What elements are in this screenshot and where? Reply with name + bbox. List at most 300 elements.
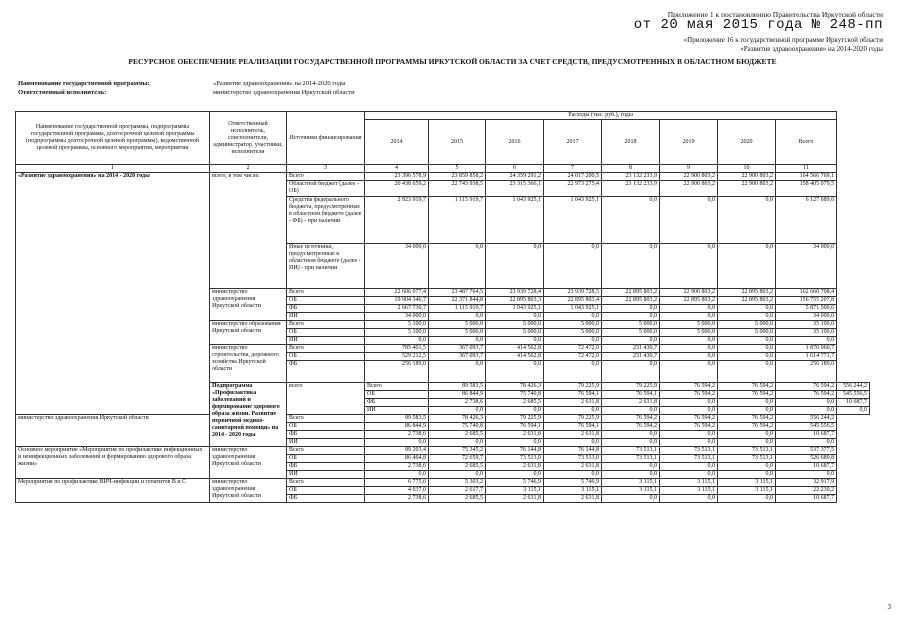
amount-cell: 72 472,0 [544, 345, 602, 353]
item-executor: министерство строительства, дорожного хозяйства Иркутской области [210, 345, 287, 383]
column-number: 4 [365, 165, 429, 173]
funding-source: ФБ [287, 431, 365, 439]
amount-cell: 2 685,5 [486, 399, 544, 407]
item-executor: министерство образования Иркутской области [210, 321, 287, 345]
resource-table [15, 111, 870, 503]
amount-cell: 22 230,2 [776, 487, 837, 495]
amount-cell: 0,0 [544, 471, 602, 479]
funding-source: ФБ [287, 361, 365, 383]
amount-cell: 5 000,0 [718, 321, 776, 329]
amount-cell: 1 614 771,7 [776, 353, 837, 361]
amount-cell: 414 562,8 [486, 345, 544, 353]
amount-cell: 32 917,9 [776, 479, 837, 487]
amount-cell: 0,0 [429, 337, 486, 345]
amount-cell: 76 144,8 [486, 447, 544, 455]
amount-cell: 0,0 [718, 439, 776, 447]
amount-cell: 0,0 [660, 407, 718, 415]
amount-cell: 0,0 [486, 471, 544, 479]
amount-cell: 0,0 [486, 361, 544, 383]
column-number: 5 [429, 165, 486, 173]
amount-cell: 73 513,1 [602, 447, 660, 455]
amount-cell: 0,0 [429, 313, 486, 321]
amount-cell: 164 566 769,1 [776, 173, 837, 181]
funding-source: ОБ [287, 455, 365, 463]
amount-cell: 0,0 [602, 471, 660, 479]
amount-cell: 0,0 [718, 353, 776, 361]
amount-cell: 2 631,8 [486, 463, 544, 471]
amount-cell: 2 685,5 [429, 495, 486, 503]
funding-source: ОБ [287, 297, 365, 305]
amount-cell: 0,0 [429, 471, 486, 479]
amount-cell: 367 093,7 [429, 353, 486, 361]
amount-cell: 22 900 803,2 [718, 181, 776, 197]
amount-cell: 0,0 [660, 337, 718, 345]
amount-cell: 73 513,1 [718, 447, 776, 455]
funding-source: ИИ [287, 337, 365, 345]
amount-cell: 2 738,6 [429, 399, 486, 407]
item-name: Основное мероприятие «Мероприятия по профилактике инфекционных и неинфекционных заболеваний и формированию здорового образа жизни» [16, 447, 210, 479]
amount-cell: 0,0 [602, 197, 660, 244]
header-source: Источники финансирования [287, 112, 365, 165]
amount-cell: 367 093,7 [429, 345, 486, 353]
amount-cell: 0,0 [544, 337, 602, 345]
amount-cell: 0,0 [776, 399, 837, 407]
amount-cell: 256 189,0 [365, 361, 429, 383]
amount-cell: 73 513,1 [602, 455, 660, 463]
amount-cell: 75 345,2 [429, 447, 486, 455]
funding-source: ИИ [365, 407, 429, 415]
amount-cell: 0,0 [544, 244, 602, 289]
table-row [16, 447, 870, 455]
funding-source: Областной бюджет (далее - ОБ) [287, 181, 365, 197]
header-name: Наименование государственной программы, подпрограммы государственной программы, долгосрочной целевой программы (подпрограммы долгосрочной целевой программы), ведомственной целевой программы, основного мероприятия, мероприятия [16, 112, 210, 165]
amount-cell: 0,0 [660, 197, 718, 244]
amount-cell: 231 430,7 [602, 345, 660, 353]
amount-cell: 0,0 [660, 313, 718, 321]
item-executor: министерство здравоохранения Иркутской области [210, 479, 287, 503]
amount-cell: 34 000,0 [776, 313, 837, 321]
amount-cell: 34 000,0 [776, 244, 837, 289]
funding-source: Средства федерального бюджета, предусмотренные в областном бюджете (далее - ФБ) - при наличии [287, 197, 365, 244]
column-number: 7 [544, 165, 602, 173]
amount-cell: 23 132 233,9 [602, 181, 660, 197]
column-number: 1 [16, 165, 210, 173]
amount-cell: 256 189,0 [776, 361, 837, 383]
amount-cell: 1 870 960,7 [776, 345, 837, 353]
funding-source: Всего [287, 289, 365, 297]
program-value: «Развитие здравоохранения» на 2014-2020 годы [213, 80, 346, 87]
appendix-line-3: «Развитие здравоохранения» на 2014-2020 годы [740, 45, 883, 53]
amount-cell: 2 923 919,7 [365, 197, 429, 244]
amount-cell: 35 100,0 [776, 321, 837, 329]
amount-cell: 76 594,2 [718, 383, 776, 391]
amount-cell: 158 405 079,5 [776, 181, 837, 197]
amount-cell: 2 631,8 [602, 399, 660, 407]
amount-cell: 22 900 803,2 [660, 173, 718, 181]
amount-cell: 76 594,2 [660, 415, 718, 423]
amount-cell: 0,0 [660, 345, 718, 353]
funding-source: ОБ [287, 423, 365, 431]
amount-cell: 2 631,8 [544, 399, 602, 407]
amount-cell: 0,0 [602, 313, 660, 321]
year-header: 2018 [602, 120, 660, 165]
amount-cell: 0,0 [602, 337, 660, 345]
amount-cell: 89 583,5 [365, 415, 429, 423]
table-row [16, 415, 870, 423]
amount-cell: 0,0 [365, 471, 429, 479]
program-label: Наименование государственной программы: [18, 80, 150, 87]
amount-cell: 0,0 [718, 305, 776, 313]
amount-cell: 0,0 [602, 439, 660, 447]
amount-cell: 545 556,5 [837, 391, 870, 399]
funding-source: ОБ [365, 391, 429, 399]
amount-cell: 0,0 [718, 471, 776, 479]
amount-cell: 24 017 200,5 [544, 173, 602, 181]
amount-cell: 23 396 578,9 [365, 173, 429, 181]
amount-cell: 0,0 [776, 407, 837, 415]
amount-cell: 1 043 925,1 [544, 197, 602, 244]
funding-source: Всего [287, 173, 365, 181]
executor-value: министерство здравоохранения Иркутской области [213, 89, 355, 96]
amount-cell: 0,0 [718, 345, 776, 353]
amount-cell: 34 000,0 [365, 244, 429, 289]
amount-cell: 3 115,1 [660, 487, 718, 495]
amount-cell: 22 895 803,2 [602, 297, 660, 305]
amount-cell: 76 594,2 [718, 423, 776, 431]
amount-cell: 6 127 689,6 [776, 197, 837, 244]
column-number: 11 [776, 165, 837, 173]
amount-cell: 0,0 [429, 407, 486, 415]
item-executor: всего, в том числе: [210, 173, 287, 289]
amount-cell: 23 487 764,5 [429, 289, 486, 297]
amount-cell: 22 895 803,2 [660, 297, 718, 305]
item-executor: министерство здравоохранения Иркутской области [210, 289, 287, 321]
amount-cell: 76 594,2 [718, 415, 776, 423]
funding-source: Всего [287, 479, 365, 487]
amount-cell: 3 115,1 [486, 487, 544, 495]
amount-cell: 0,0 [660, 353, 718, 361]
amount-cell: 0,0 [602, 361, 660, 383]
amount-cell: 35 100,0 [776, 329, 837, 337]
amount-cell: 0,0 [776, 439, 837, 447]
table-row [16, 173, 870, 181]
amount-cell: 0,0 [776, 337, 837, 345]
funding-source: Иные источники, предусмотренные в областном бюджете (далее - ИИ) - при наличии [287, 244, 365, 289]
amount-cell: 73 513,0 [486, 455, 544, 463]
amount-cell: 23 939 728,4 [486, 289, 544, 297]
amount-cell: 34 000,0 [365, 313, 429, 321]
amount-cell: 0,0 [837, 407, 870, 415]
table-row [16, 479, 870, 487]
column-number: 6 [486, 165, 544, 173]
amount-cell: 5 100,0 [365, 329, 429, 337]
amount-cell: 10 687,7 [776, 463, 837, 471]
amount-cell: 23 859 858,2 [429, 173, 486, 181]
amount-cell: 76 594,2 [660, 383, 718, 391]
amount-cell: 0,0 [660, 439, 718, 447]
year-header: 2019 [660, 120, 718, 165]
amount-cell: 4 037,0 [365, 487, 429, 495]
funding-source: ИИ [287, 471, 365, 479]
amount-cell: 0,0 [486, 439, 544, 447]
amount-cell: 73 513,1 [660, 447, 718, 455]
funding-source: ФБ [287, 463, 365, 471]
funding-source: Всего [287, 345, 365, 353]
amount-cell: 5 000,0 [602, 321, 660, 329]
amount-cell: 10 687,7 [776, 431, 837, 439]
amount-cell: 537 377,5 [776, 447, 837, 455]
amount-cell: 22 900 803,2 [660, 181, 718, 197]
amount-cell: 0,0 [429, 244, 486, 289]
amount-cell: 5 746,9 [544, 479, 602, 487]
amount-cell: 75 740,8 [429, 423, 486, 431]
amount-cell: 3 115,1 [602, 479, 660, 487]
amount-cell: 0,0 [544, 407, 602, 415]
amount-cell: 89 583,5 [429, 383, 486, 391]
amount-cell: 89 203,4 [365, 447, 429, 455]
amount-cell: 22 900 803,2 [660, 289, 718, 297]
amount-cell: 22 895 803,4 [544, 297, 602, 305]
amount-cell: 556 244,2 [776, 415, 837, 423]
amount-cell: 0,0 [602, 463, 660, 471]
funding-source: Всего [365, 383, 429, 391]
amount-cell: 79 225,9 [602, 383, 660, 391]
item-executor: министерство здравоохранения Иркутской области [16, 415, 210, 447]
amount-cell: 76 594,2 [660, 423, 718, 431]
amount-cell: 5 000,0 [660, 321, 718, 329]
amount-cell: 86 844,9 [429, 391, 486, 399]
amount-cell: 0,0 [544, 313, 602, 321]
amount-cell: 76 594,2 [776, 391, 837, 399]
funding-source: ФБ [287, 305, 365, 313]
amount-cell: 22 973 275,4 [544, 181, 602, 197]
amount-cell: 0,0 [660, 463, 718, 471]
amount-cell: 0,0 [602, 407, 660, 415]
amount-cell: 156 755 207,8 [776, 297, 837, 305]
funding-source: ФБ [365, 399, 429, 407]
amount-cell: 3 115,1 [660, 479, 718, 487]
item-executor: министерство здравоохранения Иркутской области [210, 447, 287, 479]
amount-cell: 0,0 [718, 313, 776, 321]
amount-cell: 3 115,1 [718, 487, 776, 495]
amount-cell: 10 687,7 [776, 495, 837, 503]
amount-cell: 76 594,1 [544, 423, 602, 431]
amount-cell: 5 100,0 [365, 321, 429, 329]
decree-date: от 20 мая 2015 года № 248-пп [633, 17, 883, 33]
amount-cell: 76 594,2 [602, 423, 660, 431]
amount-cell: 78 426,3 [429, 415, 486, 423]
amount-cell: 0,0 [718, 495, 776, 503]
amount-cell: 73 513,1 [718, 455, 776, 463]
header-executor: Ответственный исполнитель, соисполнители, администратор, участники, исполнители [210, 112, 287, 165]
amount-cell: 5 000,0 [544, 321, 602, 329]
amount-cell: 24 359 291,2 [486, 173, 544, 181]
amount-cell: 5 000,0 [602, 329, 660, 337]
year-header: 2015 [429, 120, 486, 165]
amount-cell: 2 738,6 [365, 495, 429, 503]
amount-cell: 5 871 500,6 [776, 305, 837, 313]
amount-cell: 0,0 [660, 305, 718, 313]
amount-cell: 162 660 708,4 [776, 289, 837, 297]
amount-cell: 0,0 [660, 471, 718, 479]
amount-cell: 414 562,8 [486, 353, 544, 361]
amount-cell: 22 895 803,3 [486, 297, 544, 305]
amount-cell: 86 844,9 [365, 423, 429, 431]
amount-cell: 2 685,5 [429, 431, 486, 439]
header-expenses: Расходы (тыс. руб.), годы [365, 112, 837, 120]
year-header: 2016 [486, 120, 544, 165]
amount-cell: 75 740,8 [486, 391, 544, 399]
column-number: 3 [287, 165, 365, 173]
amount-cell: 2 617,7 [429, 487, 486, 495]
amount-cell: 0,0 [544, 361, 602, 383]
amount-cell: 79 225,9 [544, 383, 602, 391]
amount-cell: 2 631,8 [544, 495, 602, 503]
amount-cell: 0,0 [486, 244, 544, 289]
amount-cell: 23 132 233,9 [602, 173, 660, 181]
amount-cell: 76 594,2 [660, 391, 718, 399]
amount-cell: 10 687,7 [837, 399, 870, 407]
amount-cell: 73 513,1 [660, 455, 718, 463]
amount-cell: 76 594,2 [602, 415, 660, 423]
amount-cell: 3 115,1 [544, 487, 602, 495]
amount-cell: 0,0 [602, 305, 660, 313]
amount-cell: 0,0 [429, 439, 486, 447]
amount-cell: 526 689,8 [776, 455, 837, 463]
amount-cell: 785 401,5 [365, 345, 429, 353]
amount-cell: 0,0 [718, 244, 776, 289]
amount-cell: 22 895 803,2 [718, 297, 776, 305]
amount-cell: 0,0 [486, 313, 544, 321]
amount-cell: 1 043 925,1 [486, 305, 544, 313]
amount-cell: 0,0 [544, 439, 602, 447]
amount-cell: 0,0 [602, 244, 660, 289]
amount-cell: 2 738,6 [365, 463, 429, 471]
amount-cell: 1 043 925,1 [544, 305, 602, 313]
amount-cell: 20 438 659,2 [365, 181, 429, 197]
amount-cell: 78 426,3 [486, 383, 544, 391]
executor-label: Ответственный исполнитель: [18, 89, 107, 96]
column-number: 9 [660, 165, 718, 173]
funding-source: Всего [287, 447, 365, 455]
amount-cell: 2 631,8 [544, 431, 602, 439]
column-number: 8 [602, 165, 660, 173]
amount-cell: 545 556,5 [776, 423, 837, 431]
item-name: Мероприятия по профилактике ВИЧ-инфекции и гепатитов В и С [16, 479, 210, 503]
amount-cell: 1 115 919,7 [429, 305, 486, 313]
amount-cell: 76 144,8 [544, 447, 602, 455]
amount-cell: 0,0 [718, 463, 776, 471]
amount-cell: 2 738,6 [365, 431, 429, 439]
amount-cell: 1 115 919,7 [429, 197, 486, 244]
funding-source: Всего [287, 415, 365, 423]
amount-cell: 5 000,0 [718, 329, 776, 337]
amount-cell: 5 000,0 [429, 321, 486, 329]
amount-cell: 0,0 [365, 337, 429, 345]
item-executor: всего [287, 383, 365, 415]
document-title: РЕСУРСНОЕ ОБЕСПЕЧЕНИЕ РЕАЛИЗАЦИИ ГОСУДАРСТВЕННОЙ ПРОГРАММЫ ИРКУТСКОЙ ОБЛАСТИ ЗА СЧЕТ СРЕДСТВ, ПРЕДУСМОТРЕННЫХ В ОБЛАСТНОМ БЮДЖЕТЕ [128, 57, 777, 66]
amount-cell: 0,0 [660, 495, 718, 503]
amount-cell: 22 895 803,2 [718, 289, 776, 297]
amount-cell: 76 594,1 [486, 423, 544, 431]
page-number: 3 [887, 603, 891, 611]
amount-cell: 19 904 346,7 [365, 297, 429, 305]
item-name: Подпрограмма «Профилактика заболеваний и формирование здорового образа жизни. Развитие первичной медико-санитарной помощи» на 2014 - 2020 годы [210, 383, 287, 447]
amount-cell: 0,0 [718, 337, 776, 345]
amount-cell: 76 594,1 [602, 391, 660, 399]
amount-cell: 22 900 803,2 [718, 173, 776, 181]
amount-cell: 0,0 [718, 407, 776, 415]
item-name: «Развитие здравоохранения» на 2014 - 2020 годы [16, 173, 210, 415]
amount-cell: 5 000,0 [660, 329, 718, 337]
amount-cell: 0,0 [660, 244, 718, 289]
funding-source: ФБ [287, 495, 365, 503]
amount-cell: 5 746,9 [486, 479, 544, 487]
amount-cell: 2 631,8 [486, 431, 544, 439]
appendix-line-2: «Приложение 16 к государственной программе Иркутской области [683, 36, 883, 44]
amount-cell: 2 685,5 [429, 463, 486, 471]
funding-source: ИИ [287, 313, 365, 321]
funding-source: ИИ [287, 439, 365, 447]
column-number: 10 [718, 165, 776, 173]
amount-cell: 86 464,8 [365, 455, 429, 463]
amount-cell: 0,0 [660, 399, 718, 407]
amount-cell: 0,0 [602, 431, 660, 439]
funding-source: ОБ [287, 353, 365, 361]
amount-cell: 3 115,1 [718, 479, 776, 487]
amount-cell: 231 430,7 [602, 353, 660, 361]
amount-cell: 22 895 803,2 [602, 289, 660, 297]
amount-cell: 73 513,0 [544, 455, 602, 463]
year-header: 2014 [365, 120, 429, 165]
amount-cell: 5 000,0 [544, 329, 602, 337]
column-number-row [16, 165, 870, 173]
amount-cell: 0,0 [660, 431, 718, 439]
year-header: 2017 [544, 120, 602, 165]
column-number: 2 [210, 165, 287, 173]
amount-cell: 0,0 [365, 439, 429, 447]
amount-cell: 79 225,9 [486, 415, 544, 423]
amount-cell: 79 225,9 [544, 415, 602, 423]
amount-cell: 3 115,1 [602, 487, 660, 495]
appendix-line: Приложение 1 к постановлению Правительства Иркутской области [667, 10, 883, 19]
funding-source: ОБ [287, 487, 365, 495]
amount-cell: 556 244,2 [837, 383, 870, 391]
year-header: 2020 [718, 120, 776, 165]
amount-cell: 22 371 844,8 [429, 297, 486, 305]
amount-cell: 5 000,0 [486, 321, 544, 329]
funding-source: ОБ [287, 329, 365, 337]
amount-cell: 0,0 [660, 361, 718, 383]
amount-cell: 529 212,5 [365, 353, 429, 361]
amount-cell: 6 775,6 [365, 479, 429, 487]
amount-cell: 0,0 [718, 361, 776, 383]
amount-cell: 72 472,0 [544, 353, 602, 361]
amount-cell: 22 606 077,4 [365, 289, 429, 297]
amount-cell: 2 631,8 [486, 495, 544, 503]
amount-cell: 1 043 925,1 [486, 197, 544, 244]
amount-cell: 76 594,1 [544, 391, 602, 399]
amount-cell: 23 939 728,5 [544, 289, 602, 297]
amount-cell: 5 303,2 [429, 479, 486, 487]
funding-source: Всего [287, 321, 365, 329]
amount-cell: 5 000,0 [429, 329, 486, 337]
amount-cell: 76 594,2 [776, 383, 837, 391]
amount-cell: 2 667 730,7 [365, 305, 429, 313]
amount-cell: 0,0 [486, 337, 544, 345]
amount-cell: 0,0 [718, 197, 776, 244]
amount-cell: 23 315 366,1 [486, 181, 544, 197]
